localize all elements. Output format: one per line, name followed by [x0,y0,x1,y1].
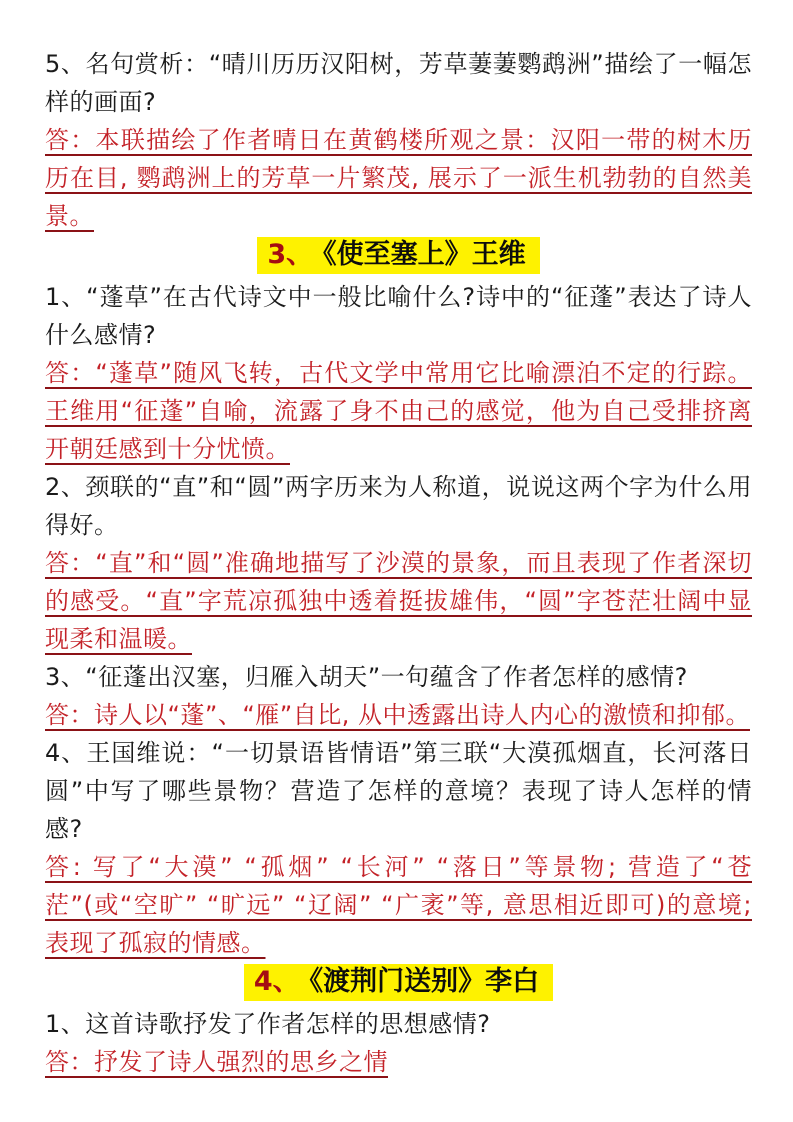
question-2-zhi-yuan: 2、颈联的“直”和“圆”两字历来为人称道，说说这两个字为什么用得好。 [45,473,752,539]
section-title: 《使至塞上》王维 [323,239,526,270]
answer-4-wangguowei: 答: 写了“大漠” “孤烟” “长河” “落日”等景物; 营造了“苍茫”(或“空旷” “旷远” “辽阔” “广袤”等, 意思相近即可)的意境; 表现了孤寂的情感。 [45,853,752,957]
answer-3-zhengpeng: 答：诗人以“蓬”、“雁”自比, 从中透露出诗人内心的激愤和抑郁。 [45,701,750,729]
section-heading-dujingmen [45,964,752,1002]
section-number: 4、 [253,966,300,997]
section-title: 《渡荆门送别》李白 [309,966,540,997]
section-heading-shizhisaishang [45,237,752,275]
question-3-zhengpeng: 3、“征蓬出汉塞，归雁入胡天”一句蕴含了作者怎样的感情? [45,663,688,691]
question-4-wangguowei: 4、王国维说：“一切景语皆情语”第三联“大漠孤烟直，长河落日圆”中写了哪些景物？营造了怎样的意境？表现了诗人怎样的情感? [45,739,752,843]
section-number: 3、 [267,239,314,270]
question-1-pengcao: 1、“蓬草”在古代诗文中一般比喻什么?诗中的“征蓬”表达了诗人什么感情? [45,283,752,349]
answer-2-zhi-yuan: 答：“直”和“圆”准确地描写了沙漠的景象，而且表现了作者深切的感受。“直”字荒凉孤独中透着挺拔雄伟，“圆”字苍茫壮阔中显现柔和温暖。 [45,549,752,653]
answer-1-pengcao: 答：“蓬草”随风飞转，古代文学中常用它比喻漂泊不定的行踪。王维用“征蓬”自喻，流露了身不由己的感觉，他为自己受排挤离开朝廷感到十分忧愤。 [45,359,752,463]
question-5-huanghelou: 5、名句赏析：“晴川历历汉阳树，芳草萋萋鹦鹉洲”描绘了一幅怎样的画面? [45,50,752,116]
question-1-dujingmen: 1、这首诗歌抒发了作者怎样的思想感情? [45,1010,491,1038]
heading-highlight [257,237,539,274]
answer-5-huanghelou: 答：本联描绘了作者晴日在黄鹤楼所观之景：汉阳一带的树木历历在目, 鹦鹉洲上的芳草一片繁茂, 展示了一派生机勃勃的自然美景。 [45,126,752,230]
heading-highlight [244,964,553,1001]
answer-1-dujingmen: 答：抒发了诗人强烈的思乡之情 [45,1048,388,1076]
